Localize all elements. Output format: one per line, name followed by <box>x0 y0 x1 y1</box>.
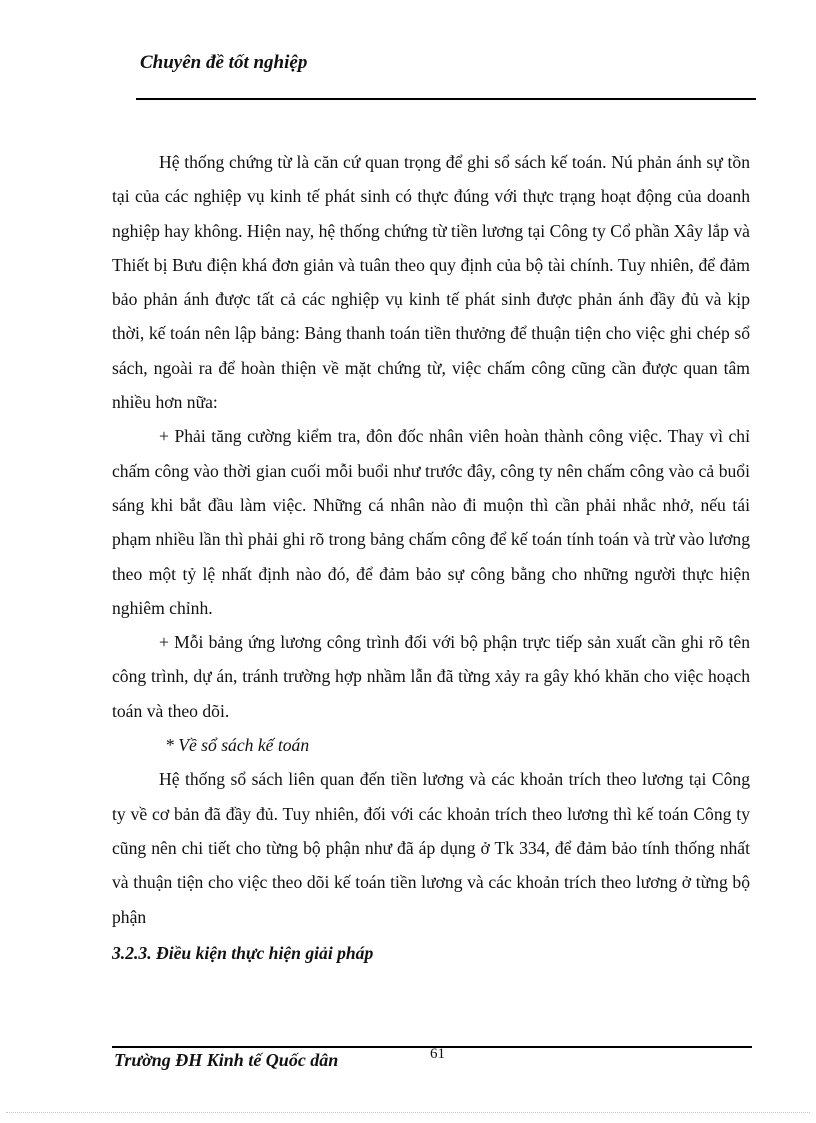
paragraph-vouchers: Hệ thống chứng từ là căn cứ quan trọng để ghi sổ sách kế toán. Nú phản ánh sự tồn tại của các nghiệp vụ kinh tế phát sinh có thực đúng với thực trạng hoạt động của doanh nghiệp hay không. Hiện nay, hệ thống chứng từ tiền lương tại Công ty Cổ phần Xây lắp và Thiết bị Bưu điện khá đơn giản và tuân theo quy định của bộ tài chính. Tuy nhiên, để đảm bảo phản ánh được tất cả các nghiệp vụ kinh tế phát sinh được phản ánh đầy đủ và kịp thời, kế toán nên lập bảng: Bảng thanh toán tiền thưởng để thuận tiện cho việc ghi chép sổ sách, ngoài ra để hoàn thiện về mặt chứng từ, việc chấm công cũng cần được quan tâm nhiều hơn nữa: <box>112 152 750 413</box>
document-body <box>112 145 750 970</box>
page-edge <box>6 1112 810 1113</box>
section-heading: 3.2.3. Điều kiện thực hiện giải pháp <box>112 942 374 963</box>
footer-school-name: Trường ĐH Kinh tế Quốc dân <box>114 1050 339 1070</box>
header-divider <box>136 98 756 100</box>
paragraph-accounting-books: Hệ thống sổ sách liên quan đến tiền lương và các khoản trích theo lương tại Công ty về cơ bản đã đầy đủ. Tuy nhiên, đối với các khoản trích theo lương thì kế toán Công ty cũng nên chi tiết cho từng bộ phận như đã áp dụng ở Tk 334, để đảm bảo tính thống nhất và thuận tiện cho việc theo dõi kế toán tiền lương và các khoản trích theo lương ở từng bộ phận <box>112 769 750 927</box>
document-header-title: Chuyên đề tốt nghiệp <box>140 52 308 73</box>
subheading-accounting-books: * Về sổ sách kế toán <box>165 735 310 756</box>
page-number: 61 <box>430 1046 445 1062</box>
paragraph-advance-payroll: + Mỗi bảng ứng lương công trình đối với bộ phận trực tiếp sản xuất cần ghi rõ tên công trình, dự án, tránh trường hợp nhầm lẫn đã từng xảy ra gây khó khăn cho việc hoạch toán và theo dõi. <box>112 632 750 721</box>
paragraph-attendance-check: + Phải tăng cường kiểm tra, đôn đốc nhân viên hoàn thành công việc. Thay vì chỉ chấm công vào thời gian cuối mỗi buổi như trước đây, công ty nên chấm công vào cả buổi sáng khi bắt đầu làm việc. Những cá nhân nào đi muộn thì cần phải nhắc nhở, nếu tái phạm nhiều lần thì phải ghi rõ trong bảng chấm công để kế toán tính toán và trừ vào lương theo một tỷ lệ nhất định nào đó, để đảm bảo sự công bằng cho những người thực hiện nghiêm chỉnh. <box>112 426 750 618</box>
